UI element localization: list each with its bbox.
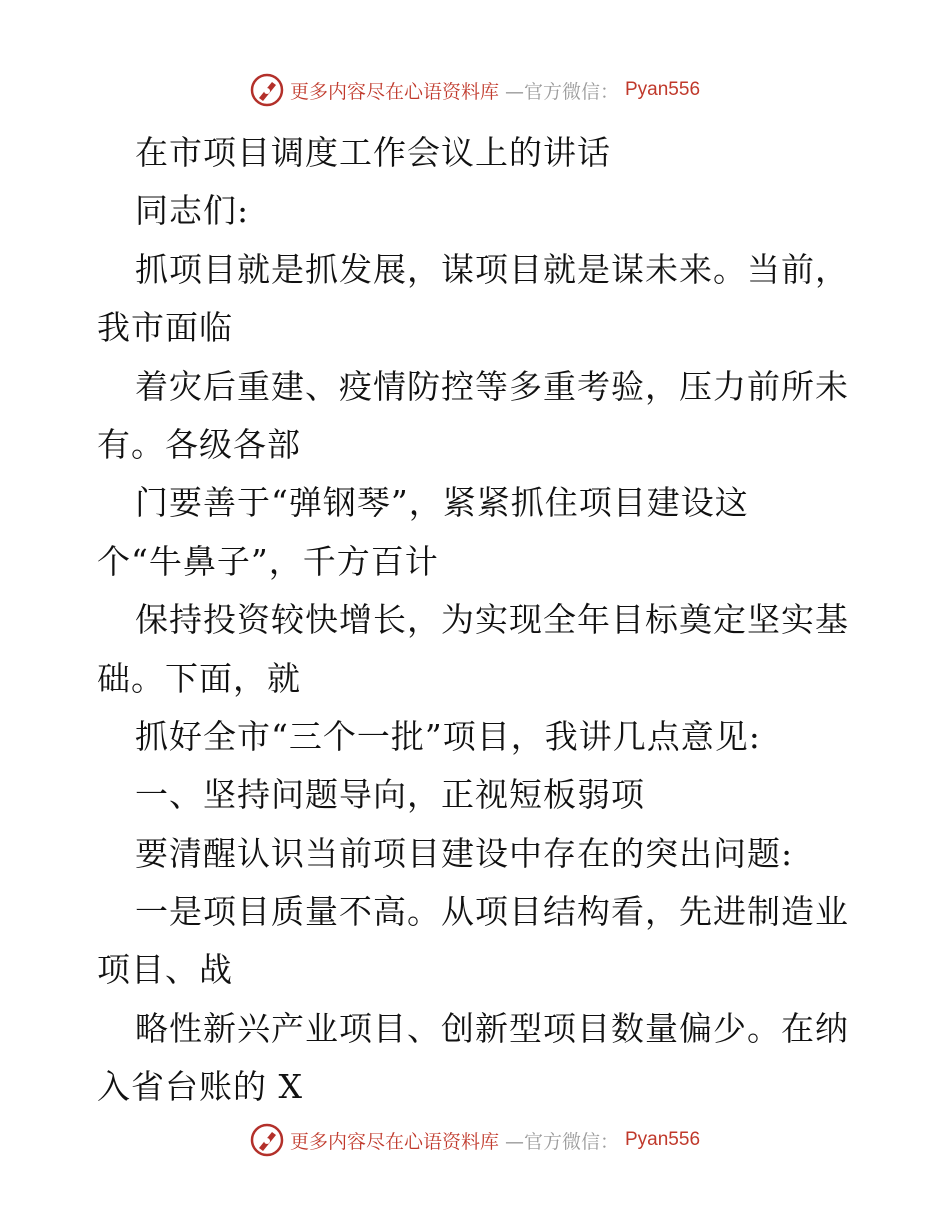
doc-line-17: 入省台账的 X xyxy=(97,1067,303,1107)
doc-line-8: 个“牛鼻子”，千方百计 xyxy=(97,541,439,581)
doc-line-6: 有。各级各部 xyxy=(97,424,301,464)
watermark-sub-text: —官方微信： xyxy=(504,1130,619,1153)
doc-line-15: 项目、战 xyxy=(97,950,233,990)
watermark-sub-text: —官方微信： xyxy=(504,80,619,103)
doc-line-14: 一是项目质量不高。从项目结构看，先进制造业 xyxy=(135,892,849,932)
doc-line-10: 础。下面，就 xyxy=(97,658,301,698)
pen-logo-icon xyxy=(250,1123,284,1157)
doc-line-9: 保持投资较快增长，为实现全年目标奠定坚实基 xyxy=(135,600,849,640)
watermark-main-text: 更多内容尽在心语资料库 xyxy=(289,80,499,103)
doc-line-2: 同志们: xyxy=(135,191,250,231)
document-body xyxy=(97,124,867,1117)
watermark-main-text: 更多内容尽在心语资料库 xyxy=(289,1130,499,1153)
doc-line-11: 抓好全市“三个一批”项目，我讲几点意见: xyxy=(135,716,761,756)
section-heading: 一、坚持问题导向，正视短板弱项 xyxy=(135,775,645,815)
doc-line-3: 抓项目就是抓发展，谋项目就是谋未来。当前， xyxy=(135,249,849,289)
footer-watermark xyxy=(0,1120,950,1160)
doc-line-4: 我市面临 xyxy=(97,308,233,348)
doc-line-1: 在市项目调度工作会议上的讲话 xyxy=(135,133,611,172)
watermark-wechat-id: Pyan556 xyxy=(625,79,701,100)
header-watermark xyxy=(0,70,950,110)
doc-line-7: 门要善于“弹钢琴”，紧紧抓住项目建设这 xyxy=(135,483,749,523)
doc-line-5: 着灾后重建、疫情防控等多重考验，压力前所未 xyxy=(135,366,849,406)
doc-line-16: 略性新兴产业项目、创新型项目数量偏少。在纳 xyxy=(135,1008,849,1048)
watermark-wechat-id: Pyan556 xyxy=(625,1129,701,1150)
pen-logo-icon xyxy=(250,73,284,107)
doc-line-13: 要清醒认识当前项目建设中存在的突出问题: xyxy=(135,833,794,873)
